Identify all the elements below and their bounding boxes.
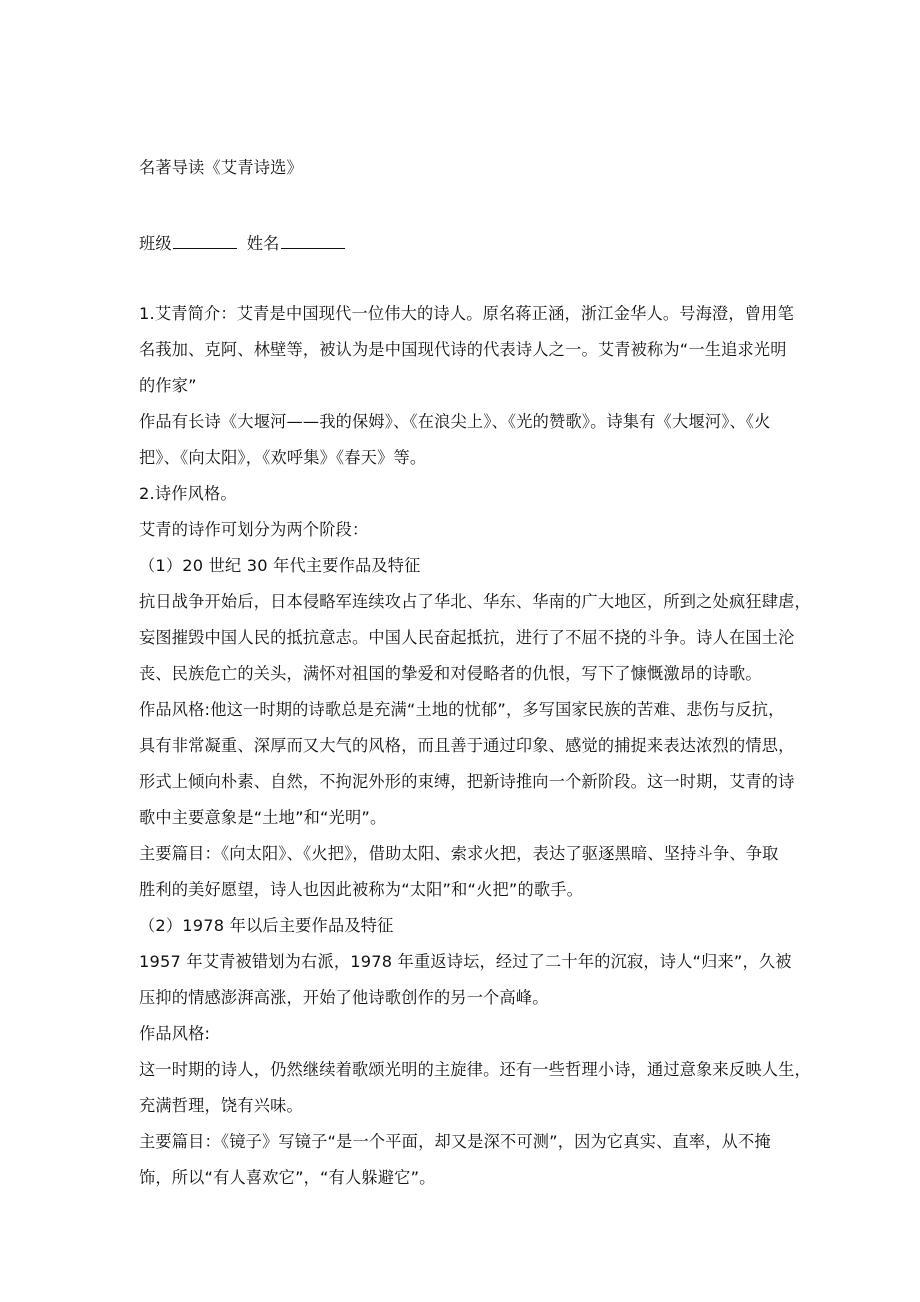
text-line: 这一时期的诗人，仍然继续着歌颂光明的主旋律。还有一些哲理小诗，通过意象来反映人生， [139, 1060, 811, 1079]
stage1-background-paragraph [139, 584, 811, 692]
class-label: 班级 [139, 234, 172, 253]
name-label: 姓名 [246, 234, 280, 253]
intro-paragraph [139, 296, 794, 404]
document-body [139, 150, 811, 1196]
text-line: 主要篇目：《向太阳》、《火把》，借助太阳、索求火把，表达了驱逐黑暗、坚持斗争、争取 [139, 844, 779, 863]
text-line: 把》、《向太阳》，《欢呼集》《春天》等。 [139, 448, 427, 467]
text-line: 的作家” [139, 376, 197, 395]
text-line: 具有非常凝重、深厚而又大气的风格，而且善于通过印象、感觉的捕捉来表达浓烈的情思， [139, 736, 795, 755]
stage2-background-paragraph [139, 944, 792, 1016]
text-line: 形式上倾向朴素、自然，不拘泥外形的束缚，把新诗推向一个新阶段。这一时期，艾青的诗 [139, 772, 795, 791]
name-blank-line [281, 230, 345, 249]
stage1-style-paragraph [139, 692, 795, 836]
text-line: 妄图摧毁中国人民的抵抗意志。中国人民奋起抵抗，进行了不屈不挠的斗争。诗人在国土沦 [139, 628, 795, 647]
text-line: 作品有长诗《大堰河——我的保姆》、《在浪尖上》、《光的赞歌》。诗集有《大堰河》、《火 [139, 412, 771, 431]
text-line: 主要篇目：《镜子》写镜子“是一个平面，却又是深不可测”，因为它真实、直率，从不掩 [139, 1132, 771, 1151]
text-line: 充满哲理，饶有兴味。 [139, 1096, 303, 1115]
stage2-style-paragraph [139, 1052, 811, 1124]
stage2-style-label: 作品风格: [139, 1024, 211, 1043]
stage1-works-paragraph [139, 836, 789, 908]
works-paragraph [139, 404, 789, 476]
text-line: 抗日战争开始后，日本侵略军连续攻占了华北、华东、华南的广大地区，所到之处疯狂肆虐， [139, 592, 811, 611]
spacer [139, 262, 789, 296]
document-title: 名著导读《艾青诗选》 [139, 158, 303, 177]
text-line: 1957 年艾青被错划为右派，1978 年重返诗坛，经过了二十年的沉寂，诗人“归来”，久被 [139, 952, 792, 971]
text-line: 胜利的美好愿望，诗人也因此被称为“太阳”和“火把”的歌手。 [139, 880, 584, 899]
text-line: 1.艾青简介：艾青是中国现代一位伟大的诗人。原名蒋正涵，浙江金华人。号海澄，曾用笔 [139, 304, 794, 323]
text-line: 名莪加、克阿、林壁等，被认为是中国现代诗的代表诗人之一。艾青被称为“一生追求光明 [139, 340, 787, 359]
text-line: 压抑的情感澎湃高涨，开始了他诗歌创作的另一个高峰。 [139, 988, 549, 1007]
stages-intro: 艾青的诗作可划分为两个阶段： [139, 520, 369, 539]
style-heading: 2.诗作风格。 [139, 484, 237, 503]
stage2-works-paragraph [139, 1124, 789, 1196]
text-line: 饰，所以“有人喜欢它”，“有人躲避它”。 [139, 1168, 436, 1187]
spacer [139, 186, 789, 226]
text-line: 歌中主要意象是“土地”和“光明”。 [139, 808, 387, 827]
stage1-heading: （1）20 世纪 30 年代主要作品及特征 [139, 556, 421, 575]
class-name-row [139, 226, 789, 262]
text-line: 丧、民族危亡的关头，满怀对祖国的挚爱和对侵略者的仇恨，写下了慷慨激昂的诗歌。 [139, 664, 762, 683]
stage2-heading: （2）1978 年以后主要作品及特征 [139, 916, 394, 935]
text-line: 作品风格:他这一时期的诗歌总是充满“土地的忧郁”，多写国家民族的苦难、悲伤与反抗， [139, 700, 785, 719]
class-blank-line [173, 230, 237, 249]
